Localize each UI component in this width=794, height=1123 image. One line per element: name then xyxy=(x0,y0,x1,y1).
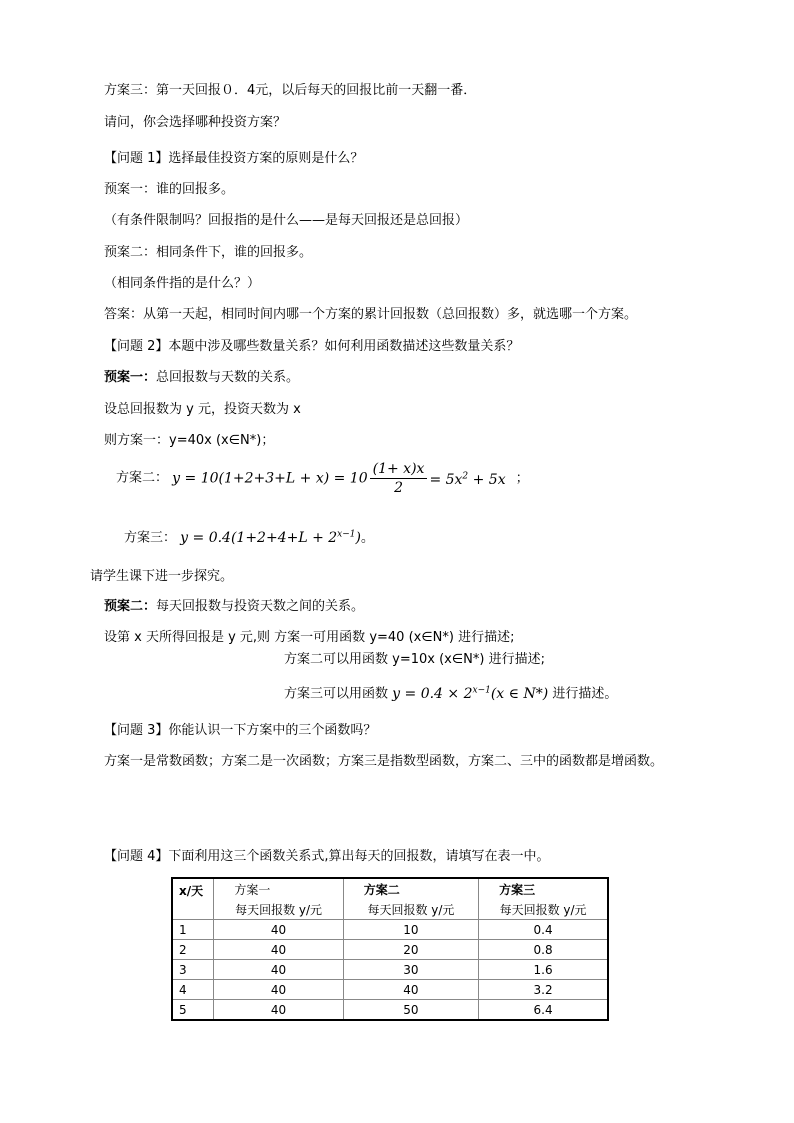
answer-option-1-note: （有条件限制吗？回报指的是什么——是每天回报还是总回报） xyxy=(104,213,469,228)
question-4 xyxy=(104,848,550,866)
setup-2-plan-3: 方案三可以用函数 $y = 0.4 \times 2^{x-1}(x$ ∈ N*) 进行描述。 xyxy=(284,685,618,702)
cell-plan-3: 0.4 xyxy=(479,920,608,940)
unit-plan-2: 每天回报数 y/元 xyxy=(343,899,478,920)
question-1 xyxy=(104,150,363,168)
plan-3-label: 方案三： xyxy=(124,530,177,546)
cell-x: 1 xyxy=(172,920,214,940)
cell-plan-3: 1.6 xyxy=(479,960,608,980)
case-2-label: 预案二： xyxy=(104,599,157,614)
question-2-text: 本题中涉及哪些数量关系？如何利用函数描述这些数量关系？ xyxy=(168,339,520,354)
return-table xyxy=(171,877,609,1021)
plan-2-numerator: (1+ x)x xyxy=(370,460,428,479)
cell-x: 3 xyxy=(172,960,214,980)
answer-option-2-note: （相同条件指的是什么？） xyxy=(104,276,261,291)
plan-3-function: $y = 0.4 \times 2^{x-1}(x$ ∈ N*) xyxy=(392,685,549,702)
plan-2-formula xyxy=(116,460,529,497)
case-2 xyxy=(104,598,364,616)
cell-plan-2: 30 xyxy=(343,960,478,980)
plan-2-label: 方案二： xyxy=(116,470,169,486)
plan-2-expr-a: y = 10(1+2+3+L + x) = 10 xyxy=(172,470,368,487)
plan-3-end: 。 xyxy=(360,530,374,546)
table-row xyxy=(172,1000,608,1021)
plan-1-formula: 则方案一：y=40x (x∈N*)； xyxy=(104,433,275,448)
case-1-text: 总回报数与天数的关系。 xyxy=(156,370,300,385)
cell-plan-3: 0.8 xyxy=(479,940,608,960)
question-1-tag: 【问题 1】 xyxy=(104,151,169,166)
case-1 xyxy=(104,369,299,387)
cell-plan-3: 6.4 xyxy=(479,1000,608,1021)
cell-plan-1: 40 xyxy=(214,1000,343,1021)
text-plan3-desc: 方案三：第一天回报０．4元，以后每天的回报比前一天翻一番． xyxy=(104,83,477,98)
unit-plan-3: 每天回报数 y/元 xyxy=(479,899,608,920)
table-row xyxy=(172,960,608,980)
cell-x: 2 xyxy=(172,940,214,960)
header-plan-3: 方案三 xyxy=(479,878,608,899)
plan-2-expr-b: = $5x^2 + 5x$ xyxy=(429,471,506,489)
cell-x: 4 xyxy=(172,980,214,1000)
table-row xyxy=(172,920,608,940)
question-4-tag: 【问题 4】 xyxy=(104,849,169,864)
question-3-tag: 【问题 3】 xyxy=(104,723,169,738)
setup-2: 设第 x 天所得回报是 y 元,则 方案一可用函数 y=40 (x∈N*) 进行描述; xyxy=(104,630,515,645)
question-4-text: 下面利用这三个函数关系式,算出每天的回报数，请填写在表一中。 xyxy=(168,849,550,864)
question-3-answer: 方案一是常数函数；方案二是一次函数；方案三是指数型函数，方案二、三中的函数都是增函数。 xyxy=(104,754,664,769)
cell-plan-2: 20 xyxy=(343,940,478,960)
cell-plan-1: 40 xyxy=(214,980,343,1000)
plan-3-formula xyxy=(124,525,374,548)
cell-plan-2: 50 xyxy=(343,1000,478,1021)
plan-2-end: ； xyxy=(515,470,529,486)
question-3-text: 你能认识一下方案中的三个函数吗？ xyxy=(168,723,377,738)
text-question: 请问，你会选择哪种投资方案？ xyxy=(104,115,287,130)
question-2 xyxy=(104,338,519,356)
setup-1: 设总回报数为 y 元，投资天数为 x xyxy=(104,402,301,417)
plan-3-expr: $y = 0.4(1+2+4+L + 2^{x-1})$ xyxy=(180,529,361,546)
case-2-text: 每天回报数与投资天数之间的关系。 xyxy=(156,599,365,614)
cell-plan-1: 40 xyxy=(214,960,343,980)
answer-text: 答案：从第一天起，相同时间内哪一个方案的累计回报数（总回报数）多，就选哪一个方案。 xyxy=(104,307,638,322)
header-plan-2: 方案二 xyxy=(343,878,478,899)
answer-option-1: 预案一：谁的回报多。 xyxy=(104,182,235,197)
header-x-days: x/天 xyxy=(172,878,214,920)
table-unit-row xyxy=(172,899,608,920)
question-3 xyxy=(104,722,376,740)
question-2-tag: 【问题 2】 xyxy=(104,339,169,354)
table-header-row xyxy=(172,878,608,899)
cell-plan-2: 40 xyxy=(343,980,478,1000)
cell-plan-1: 40 xyxy=(214,920,343,940)
further-study: 请学生课下进一步探究。 xyxy=(90,569,234,584)
cell-plan-3: 3.2 xyxy=(479,980,608,1000)
header-plan-1: 方案一 xyxy=(214,878,343,899)
cell-plan-1: 40 xyxy=(214,940,343,960)
cell-x: 5 xyxy=(172,1000,214,1021)
case-1-label: 预案一： xyxy=(104,370,157,385)
unit-plan-1: 每天回报数 y/元 xyxy=(214,899,343,920)
plan-2-denominator: 2 xyxy=(394,480,403,496)
cell-plan-2: 10 xyxy=(343,920,478,940)
answer-option-2: 预案二：相同条件下，谁的回报多。 xyxy=(104,245,313,260)
question-1-text: 选择最佳投资方案的原则是什么？ xyxy=(168,151,364,166)
plan-2-fraction xyxy=(370,460,428,497)
setup-2-plan-2: 方案二可以用函数 y=10x (x∈N*) 进行描述; xyxy=(284,652,545,667)
table-row xyxy=(172,940,608,960)
table-row xyxy=(172,980,608,1000)
